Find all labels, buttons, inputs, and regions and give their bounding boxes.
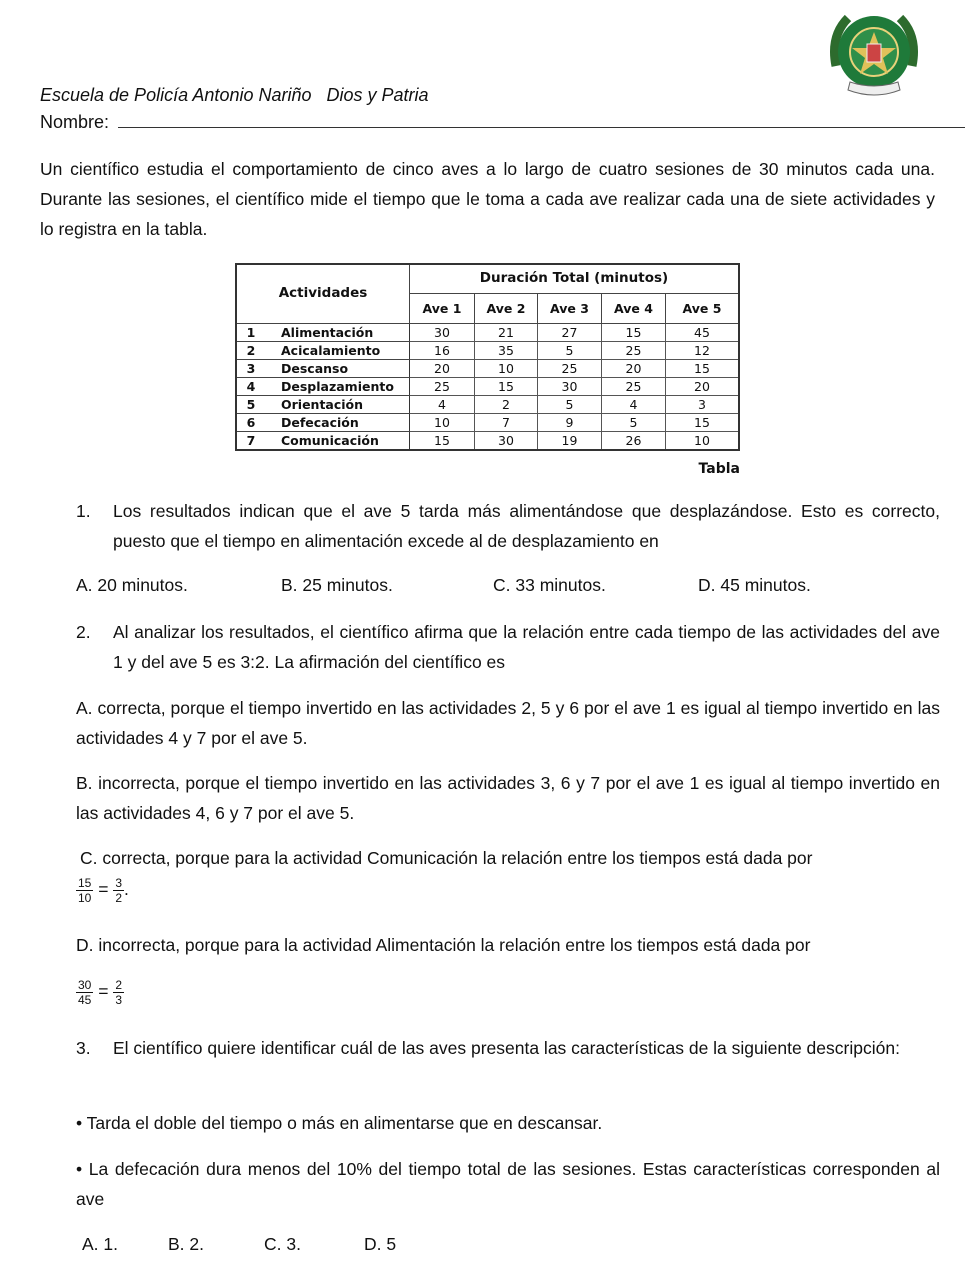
q2-number: 2. <box>76 622 91 642</box>
cell-ave-1: 4 <box>410 395 475 413</box>
q1-option-b[interactable]: B. 25 minutos. <box>281 575 393 595</box>
q2-option-d-fraction: $\frac{30}{45}$ = $\frac{2}{3}$ <box>78 978 123 1007</box>
cell-ave-4: 15 <box>602 323 666 341</box>
q3-text: El científico quiere identificar cuál de las aves presenta las características de la siguiente descripción: <box>113 1038 900 1058</box>
table-row <box>236 413 739 431</box>
activity-name: Defecación <box>265 413 410 431</box>
table-row <box>236 341 739 359</box>
cell-ave-2: 10 <box>475 359 538 377</box>
activity-name: Orientación <box>265 395 410 413</box>
q3-number: 3. <box>76 1038 91 1058</box>
cell-ave-1: 30 <box>410 323 475 341</box>
cell-ave-2: 21 <box>475 323 538 341</box>
col-ave-1: Ave 1 <box>410 293 475 323</box>
cell-ave-3: 27 <box>538 323 602 341</box>
name-field[interactable] <box>118 127 965 128</box>
cell-ave-1: 15 <box>410 431 475 450</box>
cell-ave-5: 20 <box>666 377 740 395</box>
cell-ave-1: 16 <box>410 341 475 359</box>
cell-ave-3: 25 <box>538 359 602 377</box>
q1-option-c[interactable]: C. 33 minutos. <box>493 575 606 595</box>
activity-number: 2 <box>236 341 265 359</box>
cell-ave-4: 25 <box>602 377 666 395</box>
table-row <box>236 377 739 395</box>
cell-ave-1: 10 <box>410 413 475 431</box>
activity-number: 6 <box>236 413 265 431</box>
cell-ave-2: 7 <box>475 413 538 431</box>
col-ave-5: Ave 5 <box>666 293 740 323</box>
cell-ave-4: 20 <box>602 359 666 377</box>
cell-ave-5: 45 <box>666 323 740 341</box>
duration-header: Duración Total (minutos) <box>410 264 740 293</box>
cell-ave-5: 12 <box>666 341 740 359</box>
cell-ave-4: 5 <box>602 413 666 431</box>
q3-option-d[interactable]: D. 5 <box>364 1234 397 1254</box>
activity-number: 4 <box>236 377 265 395</box>
cell-ave-2: 2 <box>475 395 538 413</box>
cell-ave-5: 15 <box>666 359 740 377</box>
activity-number: 3 <box>236 359 265 377</box>
cell-ave-4: 4 <box>602 395 666 413</box>
activity-number: 1 <box>236 323 265 341</box>
cell-ave-3: 9 <box>538 413 602 431</box>
q3-bullet-1: • Tarda el doble del tiempo o más en alimentarse que en descansar. <box>76 1113 603 1133</box>
q3-option-b[interactable]: B. 2. <box>168 1234 204 1254</box>
table-caption: Tabla <box>698 461 740 477</box>
cell-ave-1: 25 <box>410 377 475 395</box>
activity-name: Desplazamiento <box>265 377 410 395</box>
school-name: Escuela de Policía Antonio Nariño <box>40 85 312 105</box>
activity-number: 7 <box>236 431 265 450</box>
cell-ave-2: 30 <box>475 431 538 450</box>
q2-text: Al analizar los resultados, el científico afirma que la relación entre cada tiempo de las actividades del ave 1 y del ave 5 es 3:2. La afirmación del científico es <box>113 622 940 672</box>
header-title <box>40 85 429 106</box>
q2-option-d[interactable]: D. incorrecta, porque para la actividad Alimentación la relación entre los tiempos está dada por <box>76 935 811 955</box>
q3-bullet-2: • La defecación dura menos del 10% del tiempo total de las sesiones. Estas características corresponden al ave <box>76 1159 940 1209</box>
activities-header: Actividades <box>236 264 410 323</box>
col-ave-2: Ave 2 <box>475 293 538 323</box>
cell-ave-3: 30 <box>538 377 602 395</box>
data-table <box>235 263 740 451</box>
activity-name: Acicalamiento <box>265 341 410 359</box>
cell-ave-3: 5 <box>538 341 602 359</box>
cell-ave-5: 10 <box>666 431 740 450</box>
col-ave-3: Ave 3 <box>538 293 602 323</box>
table-row <box>236 431 739 450</box>
table-row <box>236 359 739 377</box>
q2-option-a[interactable]: A. correcta, porque el tiempo invertido en las actividades 2, 5 y 6 por el ave 1 es igual al tiempo invertido en las actividades 4 y 7 por el ave 5. <box>76 698 940 748</box>
q1-number: 1. <box>76 501 91 521</box>
cell-ave-4: 25 <box>602 341 666 359</box>
cell-ave-5: 3 <box>666 395 740 413</box>
q3-option-a[interactable]: A. 1. <box>82 1234 118 1254</box>
cell-ave-2: 15 <box>475 377 538 395</box>
q2-option-c-fraction: $\frac{15}{10}$ = $\frac{3}{2}$ . <box>78 876 129 905</box>
q3-option-c[interactable]: C. 3. <box>264 1234 301 1254</box>
police-logo <box>826 6 922 102</box>
cell-ave-5: 15 <box>666 413 740 431</box>
q2-option-c[interactable]: C. correcta, porque para la actividad Comunicación la relación entre los tiempos está dada por <box>80 848 813 868</box>
q1-text: Los resultados indican que el ave 5 tarda más alimentándose que desplazándose. Esto es correcto, puesto que el tiempo en alimentación excede al de desplazamiento en <box>113 501 940 551</box>
motto: Dios y Patria <box>326 85 429 105</box>
table-row <box>236 323 739 341</box>
cell-ave-3: 5 <box>538 395 602 413</box>
activity-name: Descanso <box>265 359 410 377</box>
cell-ave-2: 35 <box>475 341 538 359</box>
activity-name: Comunicación <box>265 431 410 450</box>
q1-option-d[interactable]: D. 45 minutos. <box>698 575 811 595</box>
q2-option-b[interactable]: B. incorrecta, porque el tiempo invertido en las actividades 3, 6 y 7 por el ave 1 es igual al tiempo invertido en las actividades 4, 6 y 7 por el ave 5. <box>76 773 940 823</box>
activity-name: Alimentación <box>265 323 410 341</box>
name-label: Nombre: <box>40 112 110 132</box>
activity-number: 5 <box>236 395 265 413</box>
col-ave-4: Ave 4 <box>602 293 666 323</box>
intro-paragraph: Un científico estudia el comportamiento de cinco aves a lo largo de cuatro sesiones de 30 minutos cada una. Durante las sesiones, el científico mide el tiempo que le toma a cada ave realizar cada una de siete actividades y lo registra en la tabla. <box>40 159 935 239</box>
cell-ave-3: 19 <box>538 431 602 450</box>
cell-ave-4: 26 <box>602 431 666 450</box>
q1-option-a[interactable]: A. 20 minutos. <box>76 575 188 595</box>
table-row <box>236 395 739 413</box>
cell-ave-1: 20 <box>410 359 475 377</box>
